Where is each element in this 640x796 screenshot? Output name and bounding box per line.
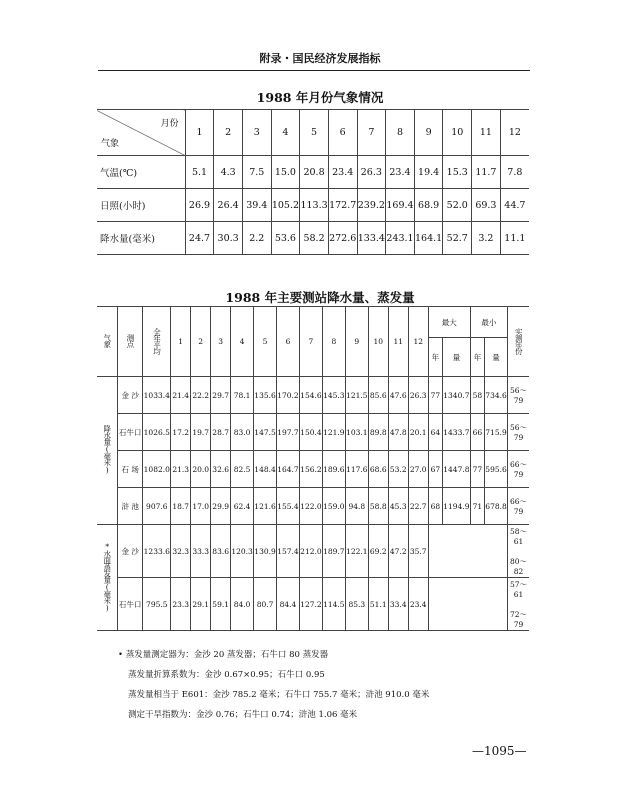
cell: 68.9 [414,189,443,222]
month-header: 1 [171,307,191,377]
cell: 197.7 [277,414,300,451]
cell: 19.7 [191,414,211,451]
cell: 135.6 [254,377,277,414]
cell: 121.5 [345,377,368,414]
table-row [97,525,529,578]
cell: 84.0 [231,578,254,631]
footnotes [118,645,429,725]
table-row [97,451,529,488]
cell: 11.7 [472,156,501,189]
cell: 154.6 [299,377,322,414]
cell: 33.4 [388,578,408,631]
cell: 20.1 [408,414,428,451]
cell: 66～79 [508,451,529,488]
cell: 47.2 [388,525,408,578]
header-min-amount: 量 [485,338,508,377]
cell: 68 [428,488,442,525]
cell: 58 [470,377,484,414]
cell: 24.7 [185,222,214,255]
cell: 17.0 [191,488,211,525]
header-max-amount: 量 [443,338,471,377]
cell: 45.3 [388,488,408,525]
cell: 26.3 [357,156,386,189]
cell: 69.3 [472,189,501,222]
cell: 189.7 [322,525,345,578]
group-precipitation-label: 降水量(毫米) [97,377,117,525]
cell: 23.4 [386,156,415,189]
cell: 19.4 [414,156,443,189]
cell: 23.4 [408,578,428,631]
table-row [97,189,529,222]
table-row [97,377,529,414]
cell: 39.4 [242,189,271,222]
empty-cell [428,525,507,578]
cell: 67 [428,451,442,488]
month-header: 6 [277,307,300,377]
cell: 53.2 [388,451,408,488]
row-label: 气温(℃) [97,156,185,189]
cell: 133.4 [357,222,386,255]
month-header: 8 [386,110,415,156]
cell: 51.1 [368,578,388,631]
cell: 127.2 [299,578,322,631]
cell: 29.1 [191,578,211,631]
cell: 164.1 [414,222,443,255]
cell: 715.9 [485,414,508,451]
running-header: 附录・国民经济发展指标 [259,52,381,65]
cell: 147.5 [254,414,277,451]
cell: 30.3 [214,222,243,255]
month-header: 5 [254,307,277,377]
cell: 169.4 [386,189,415,222]
station: 石牛口 [117,414,143,451]
cell: 32.3 [171,525,191,578]
month-header: 8 [322,307,345,377]
cell: 52.7 [443,222,472,255]
group-evaporation-label: *水面蒸发量(毫米) [97,525,117,631]
table-row [97,488,529,525]
cell: 26.4 [214,189,243,222]
cell: 56～79 [508,414,529,451]
monthly-weather-table [97,109,529,255]
header-actual-years: 实测年份 [508,307,529,377]
header-min: 最小 [470,307,507,338]
cell: 2.2 [242,222,271,255]
month-header: 2 [191,307,211,377]
cell: 678.8 [485,488,508,525]
cell: 64 [428,414,442,451]
cell: 22.2 [191,377,211,414]
row-label: 日照(小时) [97,189,185,222]
month-header: 9 [414,110,443,156]
table1-corner-cell [97,110,185,156]
cell: 44.7 [500,189,529,222]
header-rule [98,70,530,71]
cell: 3.2 [472,222,501,255]
page-number: —1095— [472,744,527,758]
cell: 164.7 [277,451,300,488]
station: 金 沙 [117,377,143,414]
cell: 59.1 [211,578,231,631]
cell: 795.5 [143,578,171,631]
footnote: 蒸发量折算系数为：金沙 0.67×0.95；石牛口 0.95 [128,670,325,680]
cell: 85.6 [368,377,388,414]
cell: 66 [470,414,484,451]
month-header: 3 [242,110,271,156]
cell: 56～79 [508,377,529,414]
cell: 105.2 [271,189,300,222]
table1-title: 1988 年月份气象情况 [256,90,384,105]
cell: 94.8 [345,488,368,525]
header-max: 最大 [428,307,470,338]
month-header: 10 [443,110,472,156]
header-max-year: 年 [428,338,442,377]
month-header: 4 [231,307,254,377]
cell: 20.0 [191,451,211,488]
cell: 272.6 [328,222,357,255]
cell: 103.1 [345,414,368,451]
cell: 595.6 [485,451,508,488]
footnote: 测定干旱指数为：金沙 0.76；石牛口 0.74；浒池 1.06 毫米 [128,710,358,720]
cell: 122.1 [345,525,368,578]
cell: 117.6 [345,451,368,488]
cell: 212.0 [299,525,322,578]
cell: 77 [428,377,442,414]
cell: 130.9 [254,525,277,578]
station-precipitation-table [97,306,529,631]
footnote: 蒸发量相当于 E601：金沙 785.2 毫米；石牛口 755.7 毫米；浒池 910.0 毫米 [128,690,430,700]
month-header: 7 [299,307,322,377]
station: 石 场 [117,451,143,488]
cell: 734.6 [485,377,508,414]
cell: 1340.7 [443,377,471,414]
cell: 1233.6 [143,525,171,578]
cell: 159.0 [322,488,345,525]
cell: 23.3 [171,578,191,631]
cell: 83.0 [231,414,254,451]
month-header: 12 [500,110,529,156]
table-row [97,414,529,451]
station: 浒 池 [117,488,143,525]
cell: 1026.5 [143,414,171,451]
empty-cell [428,578,507,631]
cell: 89.8 [368,414,388,451]
cell: 1033.4 [143,377,171,414]
cell: 53.6 [271,222,300,255]
cell: 907.6 [143,488,171,525]
cell: 32.6 [211,451,231,488]
cell: 78.1 [231,377,254,414]
cell: 62.4 [231,488,254,525]
cell: 80.7 [254,578,277,631]
table-row [97,156,529,189]
cell: 85.3 [345,578,368,631]
cell: 22.7 [408,488,428,525]
cell: 23.4 [328,156,357,189]
cell: 155.4 [277,488,300,525]
cell: 21.4 [171,377,191,414]
month-header: 4 [271,110,300,156]
month-header: 2 [214,110,243,156]
cell: 27.0 [408,451,428,488]
month-header: 9 [345,307,368,377]
cell: 83.6 [211,525,231,578]
cell: 26.3 [408,377,428,414]
cell: 121.6 [254,488,277,525]
cell: 71 [470,488,484,525]
cell: 243.1 [386,222,415,255]
cell: 1194.9 [443,488,471,525]
cell: 20.8 [300,156,329,189]
cell: 15.3 [443,156,472,189]
footnote: • 蒸发量测定器为：金沙 20 蒸发器；石牛口 80 蒸发器 [118,650,329,660]
cell: 18.7 [171,488,191,525]
cell: 17.2 [171,414,191,451]
corner-weather-label: 气象 [101,139,120,149]
cell: 58.8 [368,488,388,525]
cell: 69.2 [368,525,388,578]
cell: 148.4 [254,451,277,488]
header-station: 测点 [117,307,143,377]
table-row [97,222,529,255]
cell: 28.7 [211,414,231,451]
table2-header-row [97,307,529,338]
cell-years: 57～61 72～79 [508,578,529,631]
cell: 15.0 [271,156,300,189]
cell: 121.9 [322,414,345,451]
cell: 52.0 [443,189,472,222]
header-min-year: 年 [470,338,484,377]
cell: 66～79 [508,488,529,525]
cell: 29.7 [211,377,231,414]
cell: 122.0 [299,488,322,525]
cell-years: 58～61 80～82 [508,525,529,578]
cell: 47.8 [388,414,408,451]
month-header: 10 [368,307,388,377]
month-header: 5 [300,110,329,156]
cell: 29.9 [211,488,231,525]
corner-month-label: 月份 [160,119,179,129]
cell: 77 [470,451,484,488]
cell: 26.9 [185,189,214,222]
cell: 172.7 [328,189,357,222]
cell: 47.6 [388,377,408,414]
month-header: 11 [388,307,408,377]
cell: 120.3 [231,525,254,578]
row-label: 降水量(毫米) [97,222,185,255]
cell: 113.3 [300,189,329,222]
cell: 189.6 [322,451,345,488]
month-header: 11 [472,110,501,156]
cell: 156.2 [299,451,322,488]
cell: 1447.8 [443,451,471,488]
station: 石牛口 [117,578,143,631]
month-header: 3 [211,307,231,377]
header-weather: 气象 [97,307,117,377]
month-header: 7 [357,110,386,156]
cell: 35.7 [408,525,428,578]
cell: 145.3 [322,377,345,414]
month-header: 6 [328,110,357,156]
cell: 150.4 [299,414,322,451]
cell: 4.3 [214,156,243,189]
cell: 1082.0 [143,451,171,488]
cell: 21.3 [171,451,191,488]
month-header: 12 [408,307,428,377]
cell: 239.2 [357,189,386,222]
table-row [97,578,529,631]
cell: 114.5 [322,578,345,631]
cell: 7.8 [500,156,529,189]
cell: 7.5 [242,156,271,189]
cell: 58.2 [300,222,329,255]
cell: 157.4 [277,525,300,578]
month-header: 1 [185,110,214,156]
cell: 82.5 [231,451,254,488]
table1-header-row [97,110,529,156]
cell: 5.1 [185,156,214,189]
header-annual-avg: 全年平均 [143,307,171,377]
cell: 11.1 [500,222,529,255]
cell: 84.4 [277,578,300,631]
cell: 170.2 [277,377,300,414]
cell: 68.6 [368,451,388,488]
cell: 33.3 [191,525,211,578]
cell: 1433.7 [443,414,471,451]
station: 金 沙 [117,525,143,578]
table2-title: 1988 年主要测站降水量、蒸发量 [225,290,415,305]
